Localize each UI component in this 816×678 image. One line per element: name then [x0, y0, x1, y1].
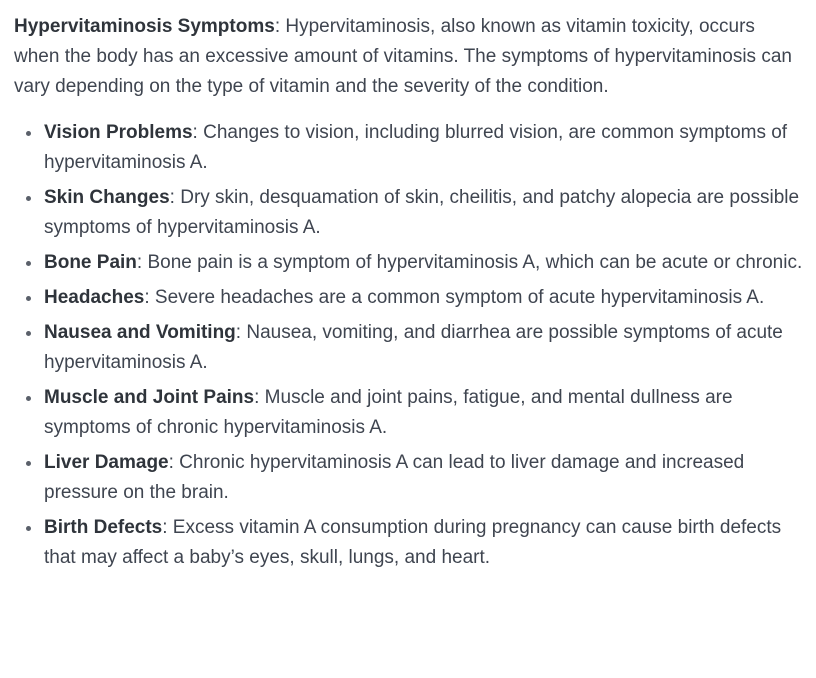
symptom-description: Bone pain is a symptom of hypervitaminosis A, which can be acute or chronic.	[142, 252, 803, 273]
symptom-separator: :	[168, 452, 174, 473]
bullet-icon	[26, 131, 31, 136]
symptom-term: Nausea and Vomiting	[44, 322, 236, 343]
symptom-term: Liver Damage	[44, 452, 169, 473]
list-item	[14, 183, 804, 243]
symptom-description: Changes to vision, including blurred vision, are common symptoms of hypervitaminosis A.	[44, 122, 788, 173]
intro-separator: :	[274, 16, 281, 37]
symptom-list	[14, 118, 804, 573]
symptom-separator: :	[169, 187, 175, 208]
list-item	[14, 383, 804, 443]
list-item	[14, 118, 804, 178]
symptom-description: Chronic hypervitaminosis A can lead to liver damage and increased pressure on the brain.	[44, 452, 745, 503]
intro-paragraph	[14, 12, 804, 102]
bullet-icon	[26, 331, 31, 336]
symptom-term: Bone Pain	[44, 252, 137, 273]
list-item	[14, 513, 804, 573]
bullet-icon	[26, 526, 31, 531]
symptom-separator: :	[144, 287, 150, 308]
symptom-term: Vision Problems	[44, 122, 193, 143]
symptom-description: Nausea, vomiting, and diarrhea are possible symptoms of acute hypervitaminosis A.	[44, 322, 783, 373]
symptom-term: Headaches	[44, 287, 145, 308]
symptom-description: Severe headaches are a common symptom of acute hypervitaminosis A.	[149, 287, 765, 308]
symptom-separator: :	[235, 322, 242, 343]
symptom-separator: :	[162, 517, 168, 538]
symptom-term: Birth Defects	[44, 517, 163, 538]
bullet-icon	[26, 296, 31, 301]
bullet-icon	[26, 396, 31, 401]
symptom-description: Excess vitamin A consumption during pregnancy can cause birth defects that may affect a baby’s eyes, skull, lungs, and heart.	[44, 517, 782, 568]
symptom-separator: :	[254, 387, 260, 408]
list-item	[14, 248, 804, 278]
bullet-icon	[26, 461, 31, 466]
bullet-icon	[26, 261, 31, 266]
intro-term: Hypervitaminosis Symptoms	[14, 16, 275, 37]
symptom-separator: :	[192, 122, 198, 143]
list-item	[14, 448, 804, 508]
symptom-separator: :	[136, 252, 143, 273]
symptom-term: Skin Changes	[44, 187, 170, 208]
intro-text: Hypervitaminosis, also known as vitamin toxicity, occurs when the body has an excessive amount of vitamins. The symptoms of hypervitaminosis can vary depending on the type of vitamin and the severity of the condition.	[14, 16, 792, 97]
list-item	[14, 283, 804, 313]
symptom-term: Muscle and Joint Pains	[44, 387, 255, 408]
list-item	[14, 318, 804, 378]
symptom-description: Muscle and joint pains, fatigue, and mental dullness are symptoms of chronic hypervitaminosis A.	[44, 387, 733, 438]
bullet-icon	[26, 196, 31, 201]
symptom-description: Dry skin, desquamation of skin, cheilitis, and patchy alopecia are possible symptoms of hypervitaminosis A.	[44, 187, 800, 238]
document-body	[14, 12, 804, 578]
